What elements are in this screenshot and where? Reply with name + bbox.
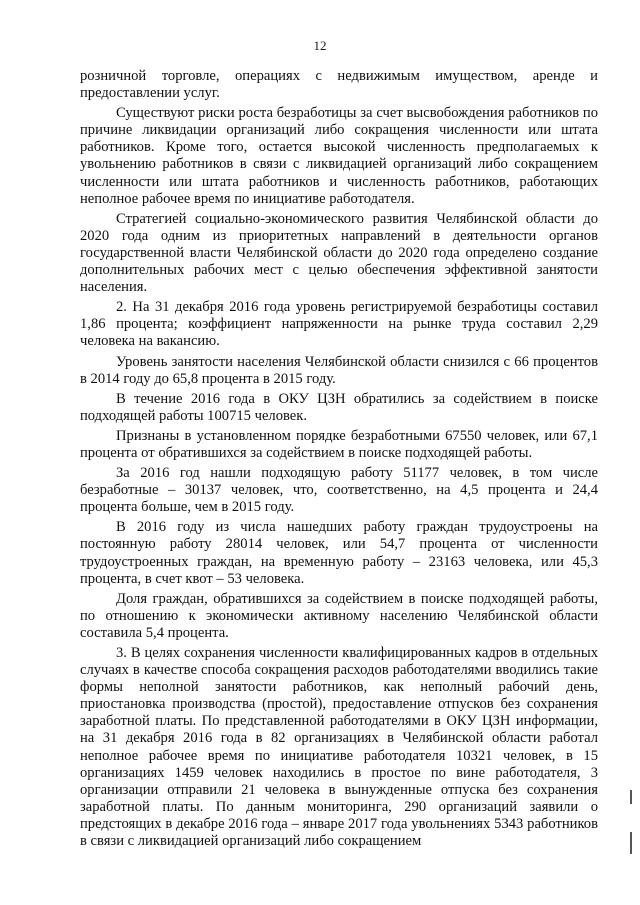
paragraph-strategy: Стратегией социально-экономического развития Челябинской области до 2020 года одним из приоритетных направлений в деятельности органов государственной власти Челябинской области до 2020 года определено создание дополнительных рабочих мест с целью обеспечения эффективной занятости населения. bbox=[80, 210, 598, 296]
paragraph-share-of-citizens: Доля граждан, обратившихся за содействием в поиске подходящей работы, по отношению к экономически активному населению Челябинской области составила 5,4 процента. bbox=[80, 590, 598, 641]
paragraph-recognized-unemployed: Признаны в установленном порядке безработными 67550 человек, или 67,1 процента от обратившихся за содействием в поиске подходящей работы. bbox=[80, 427, 598, 461]
paragraph-found-work: За 2016 год нашли подходящую работу 51177 человек, в том числе безработные – 30137 человек, что, соответственно, на 4,5 процента и 24,4 процента больше, чем в 2015 году. bbox=[80, 465, 598, 516]
paragraph-part-time-forms: 3. В целях сохранения численности квалифицированных кадров в отдельных случаях в качестве способа сокращения расходов работодателями вводились такие формы неполной занятости работников, как неполный рабочий день, приостановка производства (простой), предоставление отпусков без сохранения заработной платы. По представленной работодателями в ОКУ ЦЗН информации, на 31 декабря 2016 года в 82 организациях в Челябинской области работал неполное рабочее время по инициативе работодателя 10321 человек, в 15 организациях 1459 человек находились в простое по вине работодателя, 3 организации отправили 21 человека в вынужденные отпуска без сохранения заработной платы. По данным мониторинга, 290 организаций заявили о предстоящих в декабре 2016 года – январе 2017 года увольнениях 5343 работников в связи с ликвидацией организаций либо сокращением bbox=[80, 645, 598, 850]
paragraph-applications: В течение 2016 года в ОКУ ЦЗН обратились за содействием в поиске подходящей работы 100715 человек. bbox=[80, 390, 598, 424]
paragraph-continuation: розничной торговле, операциях с недвижимым имуществом, аренде и предоставлении услуг. bbox=[80, 68, 598, 102]
paragraph-permanent-temporary: В 2016 году из числа нашедших работу граждан трудоустроены на постоянную работу 28014 человек, или 54,7 процента от численности трудоустроенных граждан, на временную работу – 23163 человека, или 45,3 процента, в счет квот – 53 человека. bbox=[80, 519, 598, 587]
scan-margin-mark bbox=[630, 832, 632, 854]
page-number: 12 bbox=[313, 38, 327, 53]
paragraph-registered-unemployment: 2. На 31 декабря 2016 года уровень регистрируемой безработицы составил 1,86 процента; коэффициент напряженности на рынке труда составил 2,29 человека на вакансию. bbox=[80, 299, 598, 350]
scan-margin-mark bbox=[630, 790, 632, 804]
document-body bbox=[80, 68, 598, 853]
paragraph-unemployment-risks: Существуют риски роста безработицы за счет высвобождения работников по причине ликвидации организаций либо сокращения численности или штата работников. Кроме того, остается высокой численность предполагаемых к увольнению работников в связи с ликвидацией организаций либо сокращением численности или штата работников и численность работников, работающих неполное рабочее время по инициативе работодателя. bbox=[80, 105, 598, 207]
paragraph-employment-level: Уровень занятости населения Челябинской области снизился с 66 процентов в 2014 году до 65,8 процента в 2015 году. bbox=[80, 353, 598, 387]
